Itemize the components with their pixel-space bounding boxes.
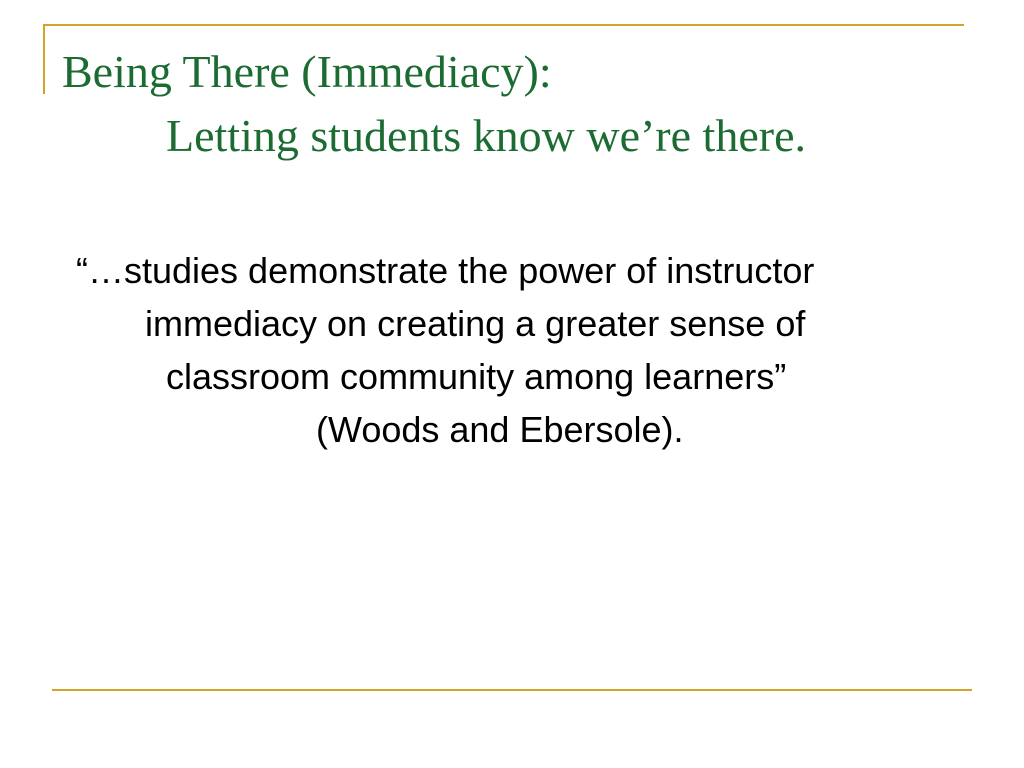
quote-line-3: classroom community among learners” [166, 356, 787, 397]
quote-citation: (Woods and Ebersole). [316, 409, 684, 450]
left-rule [43, 24, 45, 94]
title-line-1: Being There (Immediacy): [62, 46, 552, 97]
quote-line-2: immediacy on creating a greater sense of [145, 303, 806, 344]
slide-title [62, 40, 962, 168]
bottom-rule [52, 689, 972, 691]
title-line-2: Letting students know we’re there. [166, 110, 806, 161]
quote-text [76, 244, 976, 456]
quote-line-1: “…studies demonstrate the power of instructor [76, 250, 815, 291]
top-rule [43, 24, 964, 26]
